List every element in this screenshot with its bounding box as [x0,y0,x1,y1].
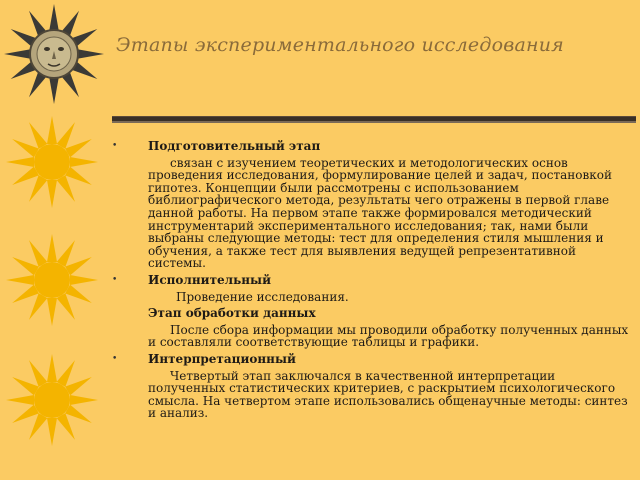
section-text: Проведение исследования. [176,289,349,304]
list-item [112,274,632,303]
list-item [112,307,632,349]
slide-content [112,140,632,424]
list-item [112,353,632,420]
section-heading: • Интерпретационный [148,351,296,366]
section-text: После сбора информации мы проводили обработку полученных данных и составляли соответствующие таблицы и графики. [148,322,629,350]
sun-face-icon [2,2,106,106]
section-heading: • Подготовительный этап [148,139,321,153]
sun-icon [2,230,102,330]
section-heading: Этап обработки данных [148,306,316,321]
section-text: Четвертый этап заключался в качественной интерпретации полученных статистических критериев, с раскрытием психологического смысла. На четвертом этапе использовались общенаучные методы: синтез и анализ. [148,368,628,421]
slide-title: Этапы экспериментального исследования [116,34,564,56]
section-text: связан с изучением теоретических и методологических основ проведения исследования, формулирование целей и задач, постановкой гипотез. Концепции были рассмотрены с использованием библиографического метода, результаты чего отражены в первой главе данной работы. На первом этапе также формировался методический инструментарий экспериментального исследования; так, нами были выбраны следующие методы: тест для определения стиля мышления и обучения, а также тест для выявления ведущей репрезентативной системы. [148,155,612,271]
list-item [112,140,632,270]
title-divider [112,117,636,121]
sun-icon [2,112,102,212]
section-heading: • Исполнительный [148,272,271,287]
sun-icon [2,350,102,450]
